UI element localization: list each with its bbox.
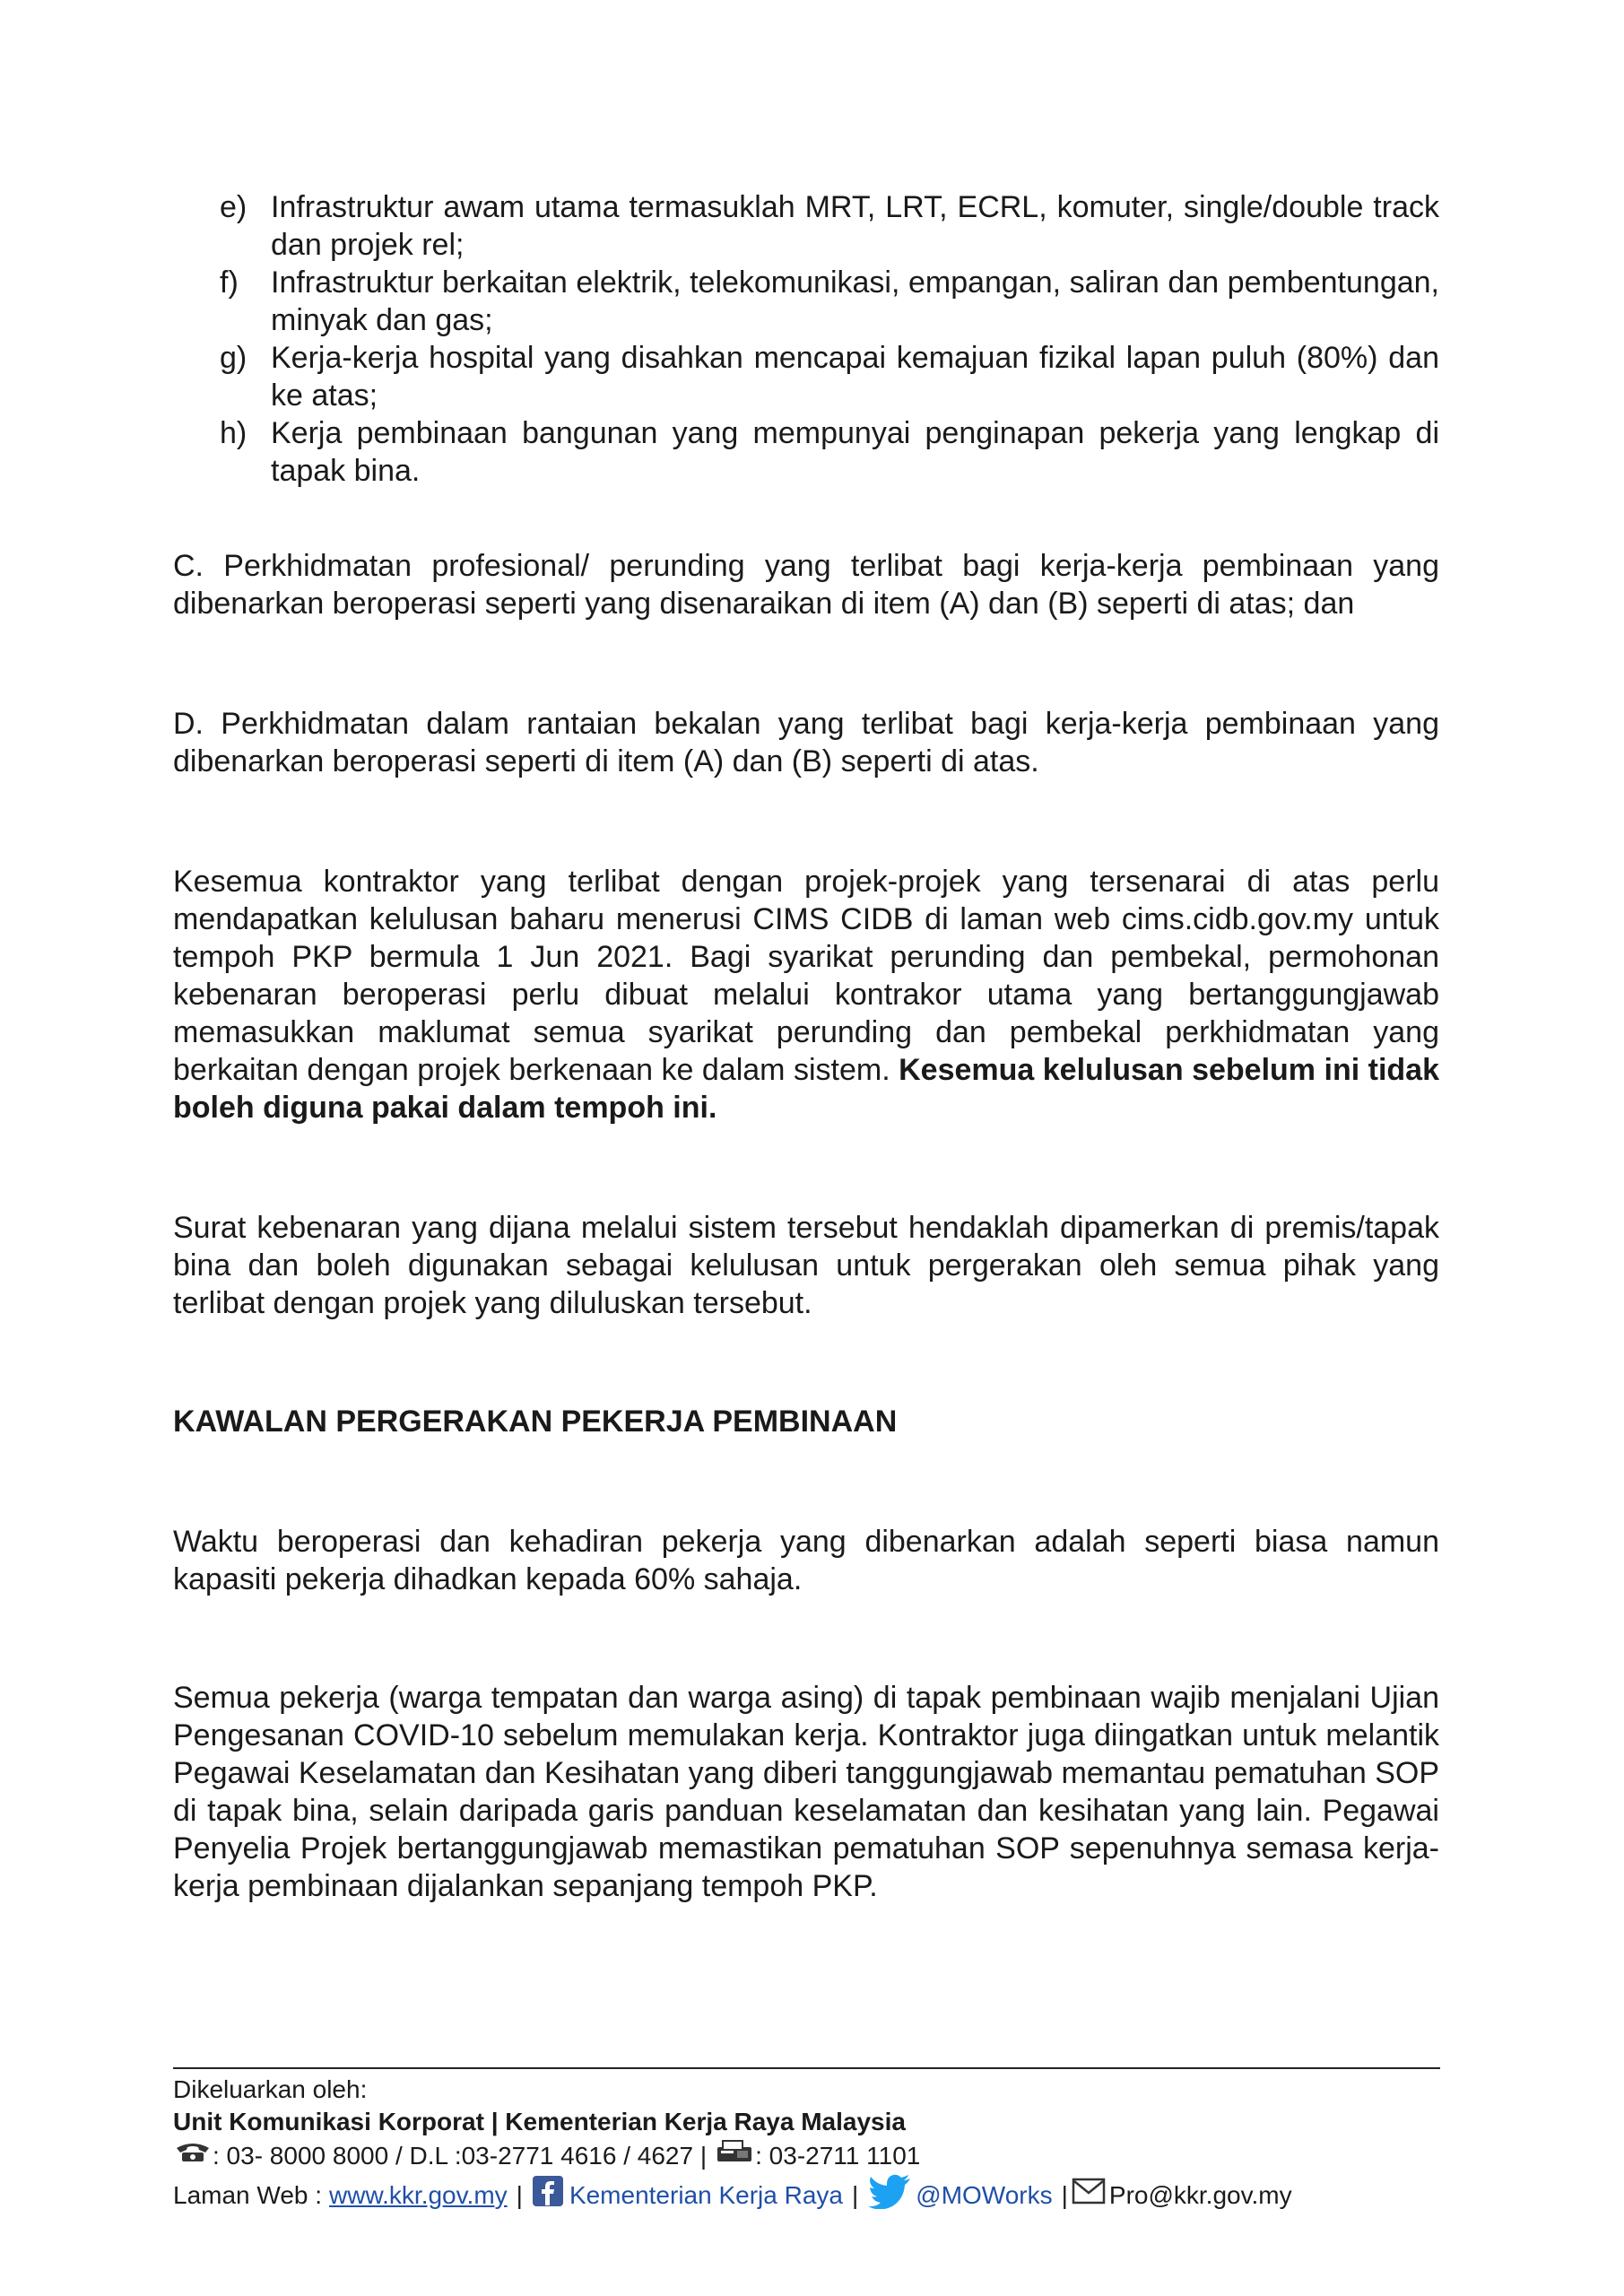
list-marker: g) bbox=[220, 341, 248, 375]
separator: | bbox=[851, 2180, 859, 2209]
facebook-icon[interactable] bbox=[532, 2175, 564, 2215]
paragraph-surat: Surat kebenaran yang dijana melalui sistem tersebut hendaklah dipamerkan di premis/tapak bina dan boleh digunakan sebagai kelulusan untuk pergerakan oleh semua pihak yang terlibat dengan projek yang diluluskan tersebut. bbox=[173, 1211, 1439, 1320]
footer-divider bbox=[173, 2067, 1440, 2069]
footer-web-label: Laman Web : bbox=[173, 2180, 323, 2209]
footer-fax: : 03-2711 1101 bbox=[755, 2141, 921, 2170]
list-item bbox=[220, 414, 1439, 490]
list-item-text: Kerja-kerja hospital yang disahkan mencapai kemajuan fizikal lapan puluh (80%) dan ke atas; bbox=[271, 341, 1439, 413]
paragraph-c: C. Perkhidmatan profesional/ perunding yang terlibat bagi kerja-kerja pembinaan yang dibenarkan beroperasi seperti yang disenaraikan di item (A) dan (B) seperti di atas; dan bbox=[173, 549, 1439, 621]
footer-unit: Unit Komunikasi Korporat | Kementerian Kerja Raya Malaysia bbox=[173, 2108, 906, 2135]
footer-issued-by: Dikeluarkan oleh: bbox=[173, 2075, 368, 2103]
paragraph-kontraktor-text: Kesemua kontraktor yang terlibat dengan projek-projek yang tersenarai di atas perlu mendapatkan kelulusan baharu menerusi CIMS CIDB di laman web cims.cidb.gov.my untuk tempoh PKP bermula 1 Jun 2021. Bagi syarikat perunding dan pembekal, permohonan kebenaran beroperasi perlu dibuat melalui kontrakor utama yang bertanggungjawab memasukkan maklumat semua syarikat perunding dan pembekal perkhidmatan yang berkaitan dengan projek berkenaan ke dalam sistem. bbox=[173, 865, 1439, 1087]
twitter-link[interactable]: @MOWorks bbox=[916, 2180, 1053, 2209]
footer bbox=[173, 2074, 1292, 2217]
separator: | bbox=[1061, 2180, 1068, 2209]
website-link[interactable]: www.kkr.gov.my bbox=[329, 2180, 508, 2209]
separator: | bbox=[516, 2180, 523, 2209]
list-marker: e) bbox=[220, 190, 248, 224]
footer-phone: : 03- 8000 8000 / D.L :03-2771 4616 / 4627 | bbox=[213, 2141, 708, 2170]
list-item bbox=[220, 188, 1439, 264]
paragraph-d: D. Perkhidmatan dalam rantaian bekalan yang terlibat bagi kerja-kerja pembinaan yang dibenarkan beroperasi seperti di item (A) dan (B) seperti di atas. bbox=[173, 707, 1439, 778]
list-item-text: Kerja pembinaan bangunan yang mempunyai penginapan pekerja yang lengkap di tapak bina. bbox=[271, 416, 1439, 488]
list-item bbox=[220, 339, 1439, 414]
email-icon[interactable] bbox=[1072, 2177, 1106, 2213]
telephone-icon bbox=[173, 2139, 213, 2172]
footer-contact-line bbox=[173, 2138, 1292, 2173]
list-item-text: Infrastruktur awam utama termasuklah MRT, LRT, ECRL, komuter, single/double track dan projek rel; bbox=[271, 190, 1439, 262]
list-item-text: Infrastruktur berkaitan elektrik, telekomunikasi, empangan, saliran dan pembentungan, minyak dan gas; bbox=[271, 265, 1439, 337]
paragraph-kontraktor-bold: Kesemua kelulusan sebelum ini tidak boleh diguna pakai dalam tempoh ini. bbox=[173, 1053, 1439, 1125]
section-heading: KAWALAN PERGERAKAN PEKERJA PEMBINAAN bbox=[173, 1405, 898, 1439]
paragraph-kontraktor bbox=[173, 863, 1439, 1126]
list-marker: h) bbox=[220, 416, 248, 450]
facebook-link[interactable]: Kementerian Kerja Raya bbox=[569, 2180, 843, 2209]
list-item bbox=[220, 264, 1439, 339]
paragraph-waktu: Waktu beroperasi dan kehadiran pekerja yang dibenarkan adalah seperti biasa namun kapasiti pekerja dihadkan kepada 60% sahaja. bbox=[173, 1525, 1439, 1596]
twitter-icon[interactable] bbox=[867, 2173, 912, 2217]
footer-links-line bbox=[173, 2173, 1292, 2217]
paragraph-semua: Semua pekerja (warga tempatan dan warga asing) di tapak pembinaan wajib menjalani Ujian Pengesanan COVID-10 sebelum memulakan kerja. Kontraktor juga diingatkan untuk melantik Pegawai Keselamatan dan Kesihatan yang diberi tanggungjawab memantau pematuhan SOP di tapak bina, selain daripada garis panduan keselamatan dan kesihatan yang lain. Pegawai Penyelia Projek bertanggungjawab memastikan pematuhan SOP sepenuhnya semasa kerja-kerja pembinaan dijalankan sepanjang tempoh PKP. bbox=[173, 1681, 1439, 1903]
email-address[interactable]: Pro@kkr.gov.my bbox=[1108, 2180, 1292, 2209]
lettered-list bbox=[220, 188, 1439, 490]
list-marker: f) bbox=[220, 265, 239, 300]
fax-icon bbox=[714, 2138, 755, 2173]
